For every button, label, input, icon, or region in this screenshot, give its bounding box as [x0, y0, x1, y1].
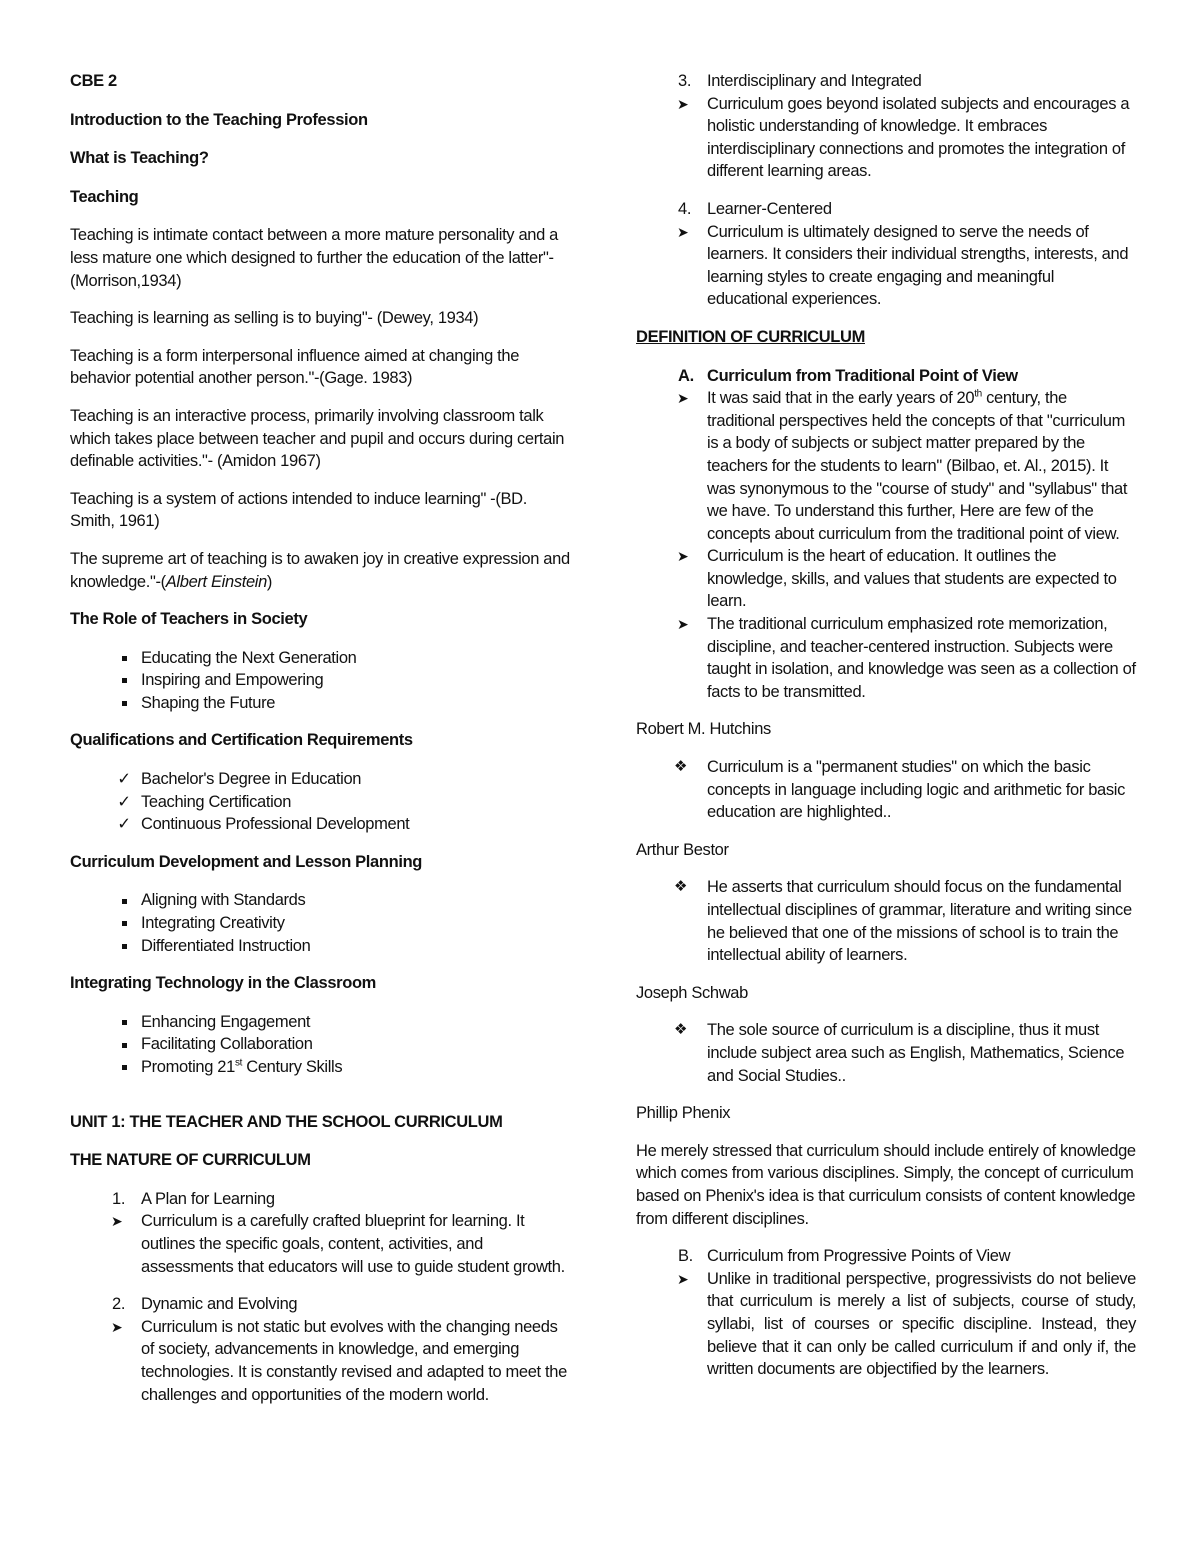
- phenix-text: He merely stressed that curriculum should include entirely of knowledge which comes from various disciplines. Simply, the concept of curriculum based on Phenix's idea is that curriculum consists of content knowledge from different disciplines.: [636, 1141, 1136, 1228]
- checkmark-icon: ✓: [117, 815, 131, 834]
- question-heading: What is Teaching?: [70, 149, 209, 168]
- arrowhead-bullet-icon: ➤: [677, 548, 689, 565]
- quote-einstein: [70, 548, 570, 593]
- bestor-name: Arthur Bestor: [636, 840, 729, 859]
- hutchins-name: Robert M. Hutchins: [636, 720, 771, 739]
- left-column: [70, 70, 570, 1406]
- curriculum-development-list: [70, 889, 570, 957]
- qualifications-list: [70, 768, 570, 836]
- teaching-heading: Teaching: [70, 187, 139, 206]
- quote-smith: Teaching is a system of actions intended to induce learning" -(BD. Smith, 1961): [70, 489, 527, 531]
- list-item: ✓ Teaching Certification: [70, 791, 570, 814]
- nature-item-text: ➤ Curriculum goes beyond isolated subjects and encourages a holistic understanding of knowledge. It embraces interdisciplinary connections and promotes the integration of different learning areas.: [677, 94, 1130, 181]
- role-heading: The Role of Teachers in Society: [70, 610, 308, 629]
- nature-item-title: 1. A Plan for Learning: [112, 1189, 275, 1208]
- list-item: Promoting 21st Century Skills: [70, 1056, 570, 1079]
- list-item: Shaping the Future: [70, 692, 570, 715]
- list-item: Educating the Next Generation: [70, 647, 570, 670]
- list-item: ✓ Continuous Professional Development: [70, 813, 570, 836]
- bestor-text: ❖ He asserts that curriculum should focus on the fundamental intellectual disciplines of grammar, literature and writing since he believed that one of the missions of school is to train the intellectual ability of learners.: [674, 878, 1132, 965]
- square-bullet-icon: [122, 701, 127, 706]
- curriculum-development-heading: Curriculum Development and Lesson Planning: [70, 852, 423, 871]
- square-bullet-icon: [122, 899, 127, 904]
- technology-list: [70, 1011, 570, 1079]
- technology-heading: Integrating Technology in the Classroom: [70, 974, 376, 993]
- unit-heading: UNIT 1: THE TEACHER AND THE SCHOOL CURRICULUM: [70, 1112, 503, 1131]
- schwab-text: ❖ The sole source of curriculum is a discipline, thus it must include subject area such as English, Mathematics, Science and Social Studies..: [674, 1021, 1125, 1085]
- list-item: Inspiring and Empowering: [70, 669, 570, 692]
- nature-item-title: 3. Interdisciplinary and Integrated: [678, 72, 922, 90]
- nature-item-text: ➤ Curriculum is a carefully crafted blueprint for learning. It outlines the specific goals, content, activities, and assessments that educators will use to guide student growth.: [111, 1212, 565, 1276]
- list-item: Differentiated Instruction: [70, 935, 570, 958]
- arrowhead-bullet-icon: ➤: [677, 95, 689, 112]
- progressive-view-item: ➤ Unlike in traditional perspective, progressivists do not believe that curriculum is merely a list of subjects, course of study, syllabi, list of courses or specific discipline. Instead, they believe that it can only be called curriculum if and only if, the written documents are objectified by the learners.: [677, 1269, 1136, 1379]
- schwab-name: Joseph Schwab: [636, 983, 748, 1002]
- einstein-quote-text: The supreme art of teaching is to awaken joy in creative expression and knowledge."-(: [70, 549, 570, 591]
- traditional-view-item: ➤ The traditional curriculum emphasized rote memorization, discipline, and teacher-centered instruction. Subjects were taught in isolation, and knowledge was seen as a collection of facts to be transmitted.: [677, 615, 1136, 701]
- nature-item-text: ➤ Curriculum is ultimately designed to serve the needs of learners. It considers their individual strengths, interests, and learning styles to create engaging and meaningful educational experiences.: [677, 222, 1129, 309]
- arrowhead-bullet-icon: ➤: [677, 616, 689, 633]
- course-title: Introduction to the Teaching Profession: [70, 110, 368, 129]
- list-item: Integrating Creativity: [70, 912, 570, 935]
- einstein-close: ): [266, 572, 273, 591]
- checkmark-icon: ✓: [117, 770, 131, 789]
- arrowhead-bullet-icon: ➤: [677, 223, 689, 240]
- square-bullet-icon: [122, 921, 127, 926]
- square-bullet-icon: [122, 678, 127, 683]
- course-code: CBE 2: [70, 72, 117, 90]
- arrowhead-bullet-icon: ➤: [677, 1270, 689, 1287]
- square-bullet-icon: [122, 656, 127, 661]
- list-item: Aligning with Standards: [70, 889, 570, 912]
- definition-heading: DEFINITION OF CURRICULUM: [636, 327, 865, 346]
- quote-amidon: Teaching is an interactive process, primarily involving classroom talk which takes place between teacher and pupil and occurs during certain definable activities."- (Amidon 1967): [70, 406, 565, 471]
- traditional-view-item: ➤ It was said that in the early years of 20th century, the traditional perspectives held the concepts of that "curriculum is a body of subjects or subject matter prepared by the teachers for the students to learn" (Bilbao, et. Al., 2015). It was synonymous to the "course of study" and "syllabus" that we have. To understand this further, Here are few of the concepts about curriculum from the traditional point of view.: [677, 388, 1128, 543]
- nature-item-title: 4. Learner-Centered: [678, 199, 832, 218]
- qualifications-heading: Qualifications and Certification Requirements: [70, 731, 413, 750]
- list-item: ✓ Bachelor's Degree in Education: [70, 768, 570, 791]
- nature-item-title: 2. Dynamic and Evolving: [112, 1295, 298, 1314]
- arrowhead-bullet-icon: ➤: [677, 390, 689, 407]
- square-bullet-icon: [122, 944, 127, 949]
- nature-heading: THE NATURE OF CURRICULUM: [70, 1151, 311, 1170]
- arrowhead-bullet-icon: ➤: [111, 1213, 123, 1230]
- square-bullet-icon: [122, 1043, 127, 1048]
- list-item: Enhancing Engagement: [70, 1011, 570, 1034]
- phenix-name: Phillip Phenix: [636, 1104, 731, 1123]
- nature-item-text: ➤ Curriculum is not static but evolves with the changing needs of society, advancements in knowledge, and emerging technologies. It is constantly revised and adapted to meet the challenges and opportunities of the modern world.: [111, 1317, 567, 1404]
- square-bullet-icon: [122, 1020, 127, 1025]
- traditional-view-item: ➤ Curriculum is the heart of education. It outlines the knowledge, skills, and values that students are expected to learn.: [677, 547, 1117, 611]
- right-column: [636, 70, 1136, 1381]
- hutchins-text: ❖ Curriculum is a "permanent studies" on which the basic concepts in language including logic and arithmetic for basic education are highlighted..: [674, 758, 1125, 822]
- quote-gage: Teaching is a form interpersonal influence aimed at changing the behavior potential another person."-(Gage. 1983): [70, 346, 520, 388]
- diamond-bullet-icon: ❖: [674, 758, 688, 776]
- role-list: [70, 647, 570, 715]
- list-item: Facilitating Collaboration: [70, 1033, 570, 1056]
- square-bullet-icon: [122, 1065, 127, 1070]
- arrowhead-bullet-icon: ➤: [111, 1318, 123, 1335]
- traditional-view-title: A. Curriculum from Traditional Point of View: [678, 366, 1018, 385]
- einstein-name: Albert Einstein: [165, 572, 267, 591]
- quote-dewey: Teaching is learning as selling is to buying"- (Dewey, 1934): [70, 309, 479, 328]
- quote-morrison: Teaching is intimate contact between a more mature personality and a less mature one which designed to further the education of the latter"- (Morrison,1934): [70, 226, 558, 290]
- progressive-view-title: B. Curriculum from Progressive Points of View: [678, 1247, 1011, 1266]
- checkmark-icon: ✓: [117, 792, 131, 811]
- diamond-bullet-icon: ❖: [674, 1021, 688, 1039]
- diamond-bullet-icon: ❖: [674, 878, 688, 896]
